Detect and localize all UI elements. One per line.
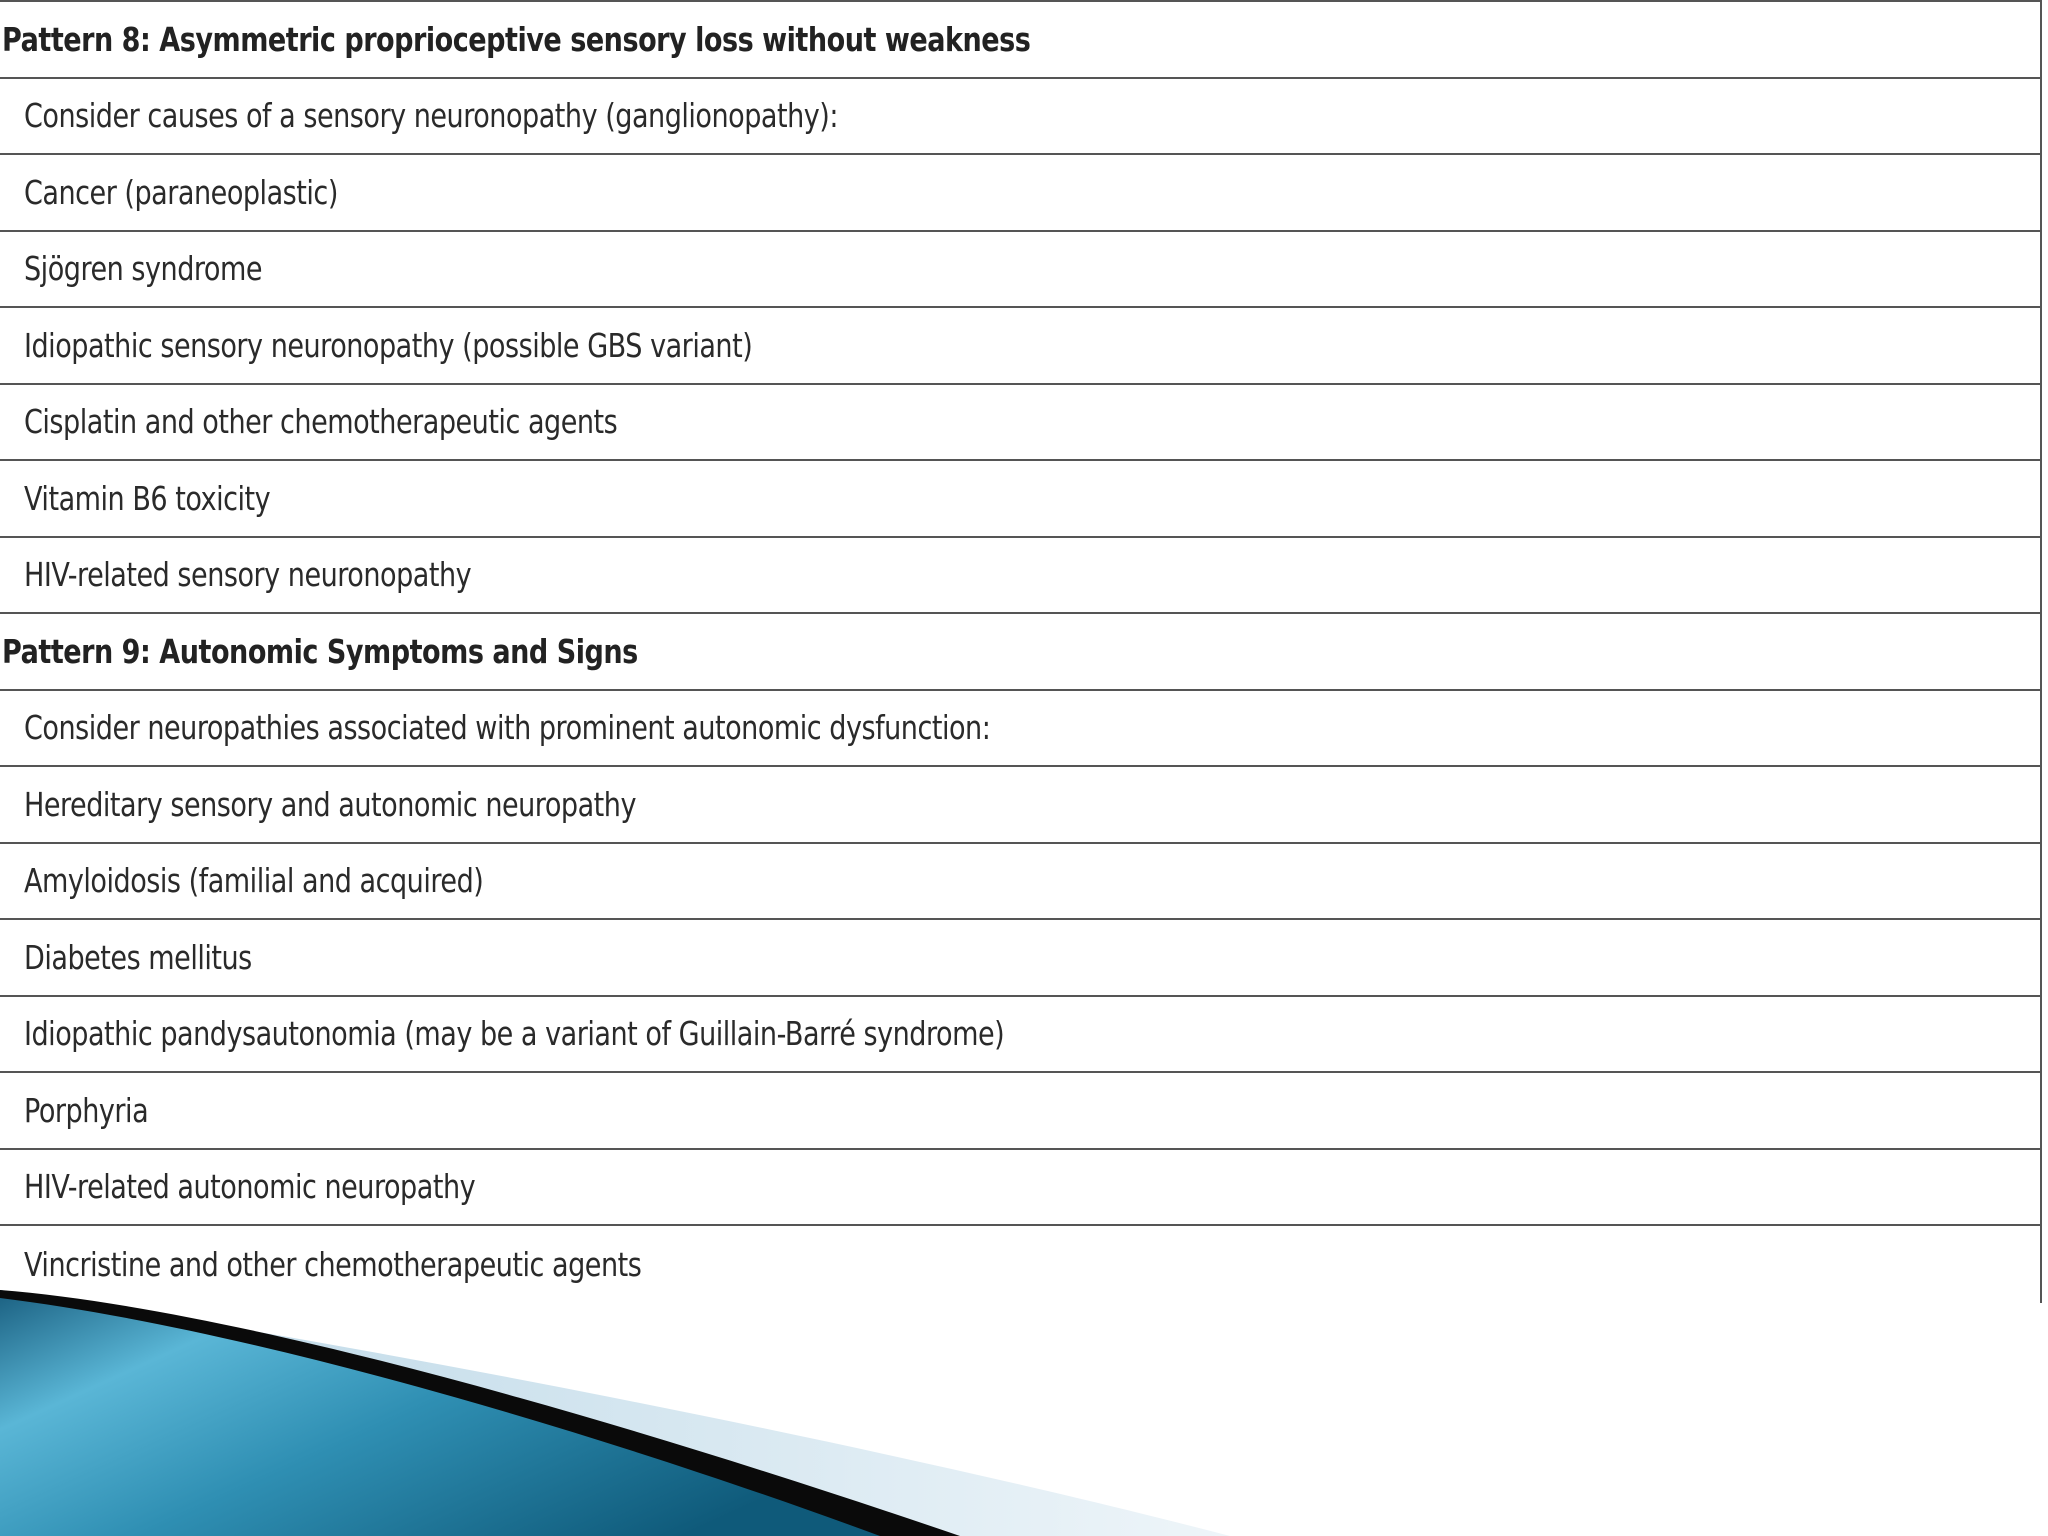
row-text: Sjögren syndrome [24, 249, 263, 289]
slide-swoosh-decoration [0, 1290, 2048, 1536]
table-row [0, 691, 2040, 768]
row-text: Consider neuropathies associated with prominent autonomic dysfunction: [24, 708, 991, 748]
row-text: Diabetes mellitus [24, 937, 252, 977]
table-row [0, 232, 2040, 309]
table-row [0, 997, 2040, 1074]
swoosh-blue [0, 1290, 900, 1536]
table-row [0, 920, 2040, 997]
row-text: Porphyria [24, 1090, 149, 1130]
row-text: HIV-related sensory neuronopathy [24, 555, 472, 595]
section-header-pattern-9 [0, 614, 2040, 691]
table-row [0, 79, 2040, 156]
row-text: Cisplatin and other chemotherapeutic agents [24, 402, 618, 442]
section-header-text: Pattern 8: Asymmetric proprioceptive sensory loss without weakness [2, 19, 1031, 59]
row-text: HIV-related autonomic neuropathy [24, 1167, 476, 1207]
table-row [0, 1150, 2040, 1227]
table-row [0, 385, 2040, 462]
table-row [0, 767, 2040, 844]
table-row [0, 844, 2040, 921]
row-text: Vincristine and other chemotherapeutic agents [24, 1244, 642, 1284]
section-header-text: Pattern 9: Autonomic Symptoms and Signs [2, 631, 638, 671]
table-row [0, 538, 2040, 615]
row-text: Idiopathic sensory neuronopathy (possible GBS variant) [24, 325, 753, 365]
table-row [0, 155, 2040, 232]
table-row [0, 1073, 2040, 1150]
table-row [0, 308, 2040, 385]
row-text: Hereditary sensory and autonomic neuropathy [24, 784, 636, 824]
row-text: Idiopathic pandysautonomia (may be a variant of Guillain-Barré syndrome) [24, 1014, 1005, 1054]
section-header-pattern-8 [0, 2, 2040, 79]
row-text: Consider causes of a sensory neuronopathy (ganglionopathy): [24, 96, 838, 136]
row-text: Amyloidosis (familial and acquired) [24, 861, 484, 901]
row-text: Vitamin B6 toxicity [24, 478, 271, 518]
row-text: Cancer (paraneoplastic) [24, 172, 338, 212]
table-row [0, 461, 2040, 538]
